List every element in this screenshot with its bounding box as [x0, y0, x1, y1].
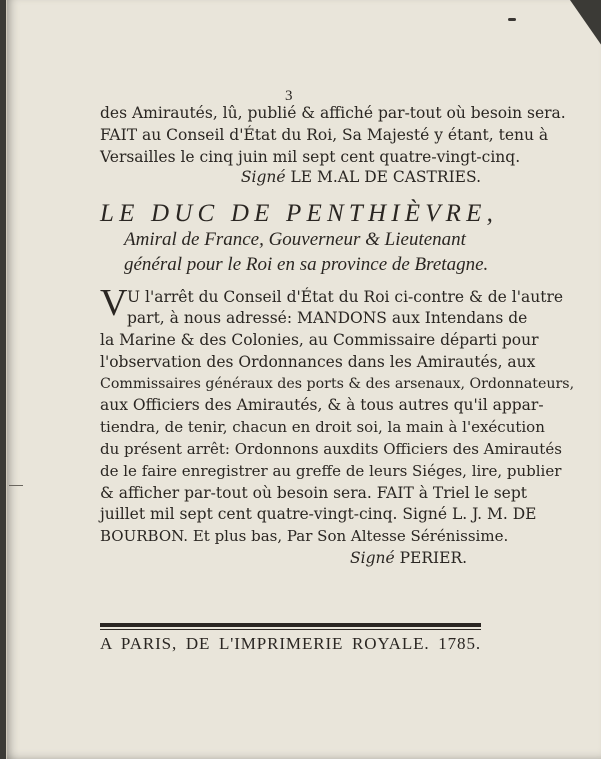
- margin-mark: [9, 485, 23, 486]
- printer-imprint: A PARIS, DE L'IMPRIMERIE ROYALE. 1785.: [100, 634, 481, 653]
- folded-corner: [570, 0, 601, 46]
- body-line: l'observation des Ordonnances dans les Amirautés, aux: [100, 353, 536, 371]
- body-line: & afficher par-tout où besoin sera. FAIT à Triel le sept: [100, 484, 527, 502]
- signature-perier: [350, 549, 481, 568]
- heading-subtitle-line: général pour le Roi en sa province de Bretagne.: [124, 254, 489, 275]
- drop-capital: V: [100, 282, 128, 324]
- body-line: la Marine & des Colonies, au Commissaire départi pour: [100, 331, 539, 349]
- signe-label: Signé: [240, 168, 286, 186]
- signature-castries: [100, 168, 481, 187]
- body-line: U l'arrêt du Conseil d'État du Roi ci-contre & de l'autre: [127, 288, 564, 306]
- thin-rule: [100, 629, 481, 630]
- body-line: BOURBON. Et plus bas, Par Son Altesse Sérénissime.: [100, 527, 509, 545]
- body-line: aux Officiers des Amirautés, & à tous autres qu'il appar-: [100, 396, 544, 414]
- page-number: 3: [285, 88, 293, 104]
- text-line: FAIT au Conseil d'État du Roi, Sa Majesté y étant, tenu à: [100, 126, 549, 144]
- text-line: Versailles le cinq juin mil sept cent quatre-vingt-cinq.: [100, 148, 521, 166]
- body-line: de le faire enregistrer au greffe de leurs Siéges, lire, publier: [100, 462, 562, 480]
- decree-heading: LE DUC DE PENTHIÈVRE,: [100, 200, 499, 227]
- heading-subtitle-line: Amiral de France, Gouverneur & Lieutenant: [124, 229, 466, 250]
- body-line: juillet mil sept cent quatre-vingt-cinq. Signé L. J. M. DE: [100, 505, 537, 523]
- body-line: Commissaires généraux des ports & des arsenaux, Ordonnateurs,: [100, 376, 575, 392]
- body-line: du présent arrêt: Ordonnons auxdits Officiers des Amirautés: [100, 440, 562, 458]
- body-line: tiendra, de tenir, chacun en droit soi, la main à l'exécution: [100, 418, 545, 436]
- ink-mark: [508, 18, 516, 21]
- text-line: des Amirautés, lû, publié & affiché par-tout où besoin sera.: [100, 104, 566, 122]
- signe-label: Signé: [350, 549, 395, 567]
- body-line: part, à nous adressé: MANDONS aux Intendans de: [127, 309, 528, 327]
- thick-rule: [100, 623, 481, 627]
- signatory-name: LE M.AL DE CASTRIES.: [290, 168, 481, 186]
- signatory-name: PERIER.: [399, 549, 468, 567]
